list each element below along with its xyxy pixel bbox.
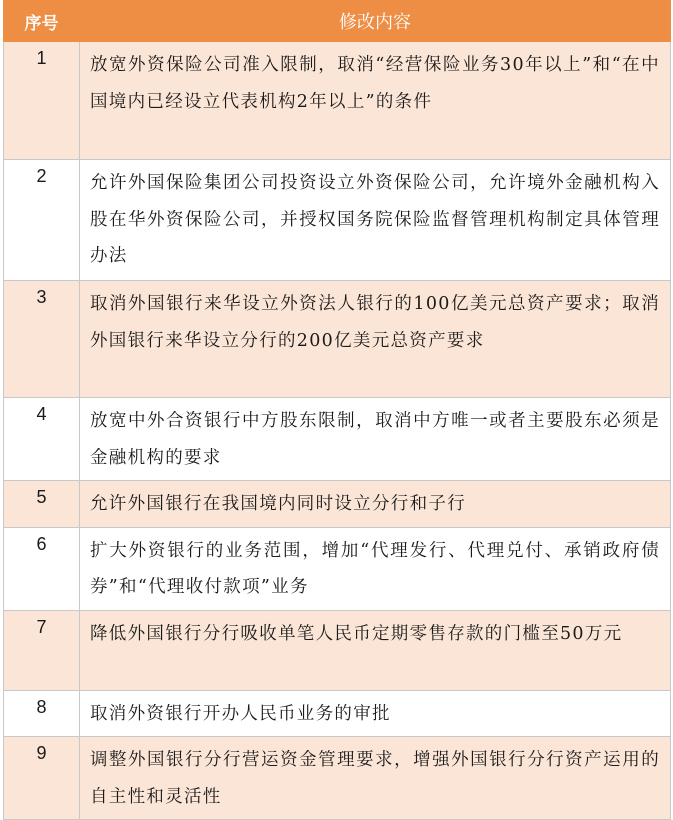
table-row <box>4 690 671 737</box>
table-row <box>4 481 671 528</box>
table-row <box>4 160 671 281</box>
header-serial-number: 序号 <box>4 1 80 42</box>
row-content: 允许外国银行在我国境内同时设立分行和子行 <box>80 481 671 528</box>
table-row <box>4 737 671 820</box>
row-number: 5 <box>4 481 80 528</box>
row-number: 3 <box>4 281 80 398</box>
table-row <box>4 610 671 690</box>
table-row <box>4 42 671 160</box>
row-number: 6 <box>4 527 80 610</box>
row-number: 9 <box>4 737 80 820</box>
row-content: 取消外资银行开办人民币业务的审批 <box>80 690 671 737</box>
row-content: 降低外国银行分行吸收单笔人民币定期零售存款的门槛至50万元 <box>80 610 671 690</box>
row-content: 放宽外资保险公司准入限制，取消“经营保险业务30年以上”和“在中国境内已经设立代表机构2年以上”的条件 <box>80 42 671 160</box>
row-content: 扩大外资银行的业务范围，增加“代理发行、代理兑付、承销政府债券”和“代理收付款项”业务 <box>80 527 671 610</box>
table-header-row <box>4 1 671 42</box>
row-number: 1 <box>4 42 80 160</box>
row-number: 8 <box>4 690 80 737</box>
header-content: 修改内容 <box>80 1 671 42</box>
row-number: 4 <box>4 398 80 481</box>
table-row <box>4 281 671 398</box>
row-content: 放宽中外合资银行中方股东限制，取消中方唯一或者主要股东必须是金融机构的要求 <box>80 398 671 481</box>
reform-table <box>3 0 671 820</box>
row-number: 2 <box>4 160 80 281</box>
row-content: 取消外国银行来华设立外资法人银行的100亿美元总资产要求；取消外国银行来华设立分行的200亿美元总资产要求 <box>80 281 671 398</box>
row-content: 调整外国银行分行营运资金管理要求，增强外国银行分行资产运用的自主性和灵活性 <box>80 737 671 820</box>
row-number: 7 <box>4 610 80 690</box>
table-row <box>4 398 671 481</box>
row-content: 允许外国保险集团公司投资设立外资保险公司，允许境外金融机构入股在华外资保险公司，并授权国务院保险监督管理机构制定具体管理办法 <box>80 160 671 281</box>
table-row <box>4 527 671 610</box>
